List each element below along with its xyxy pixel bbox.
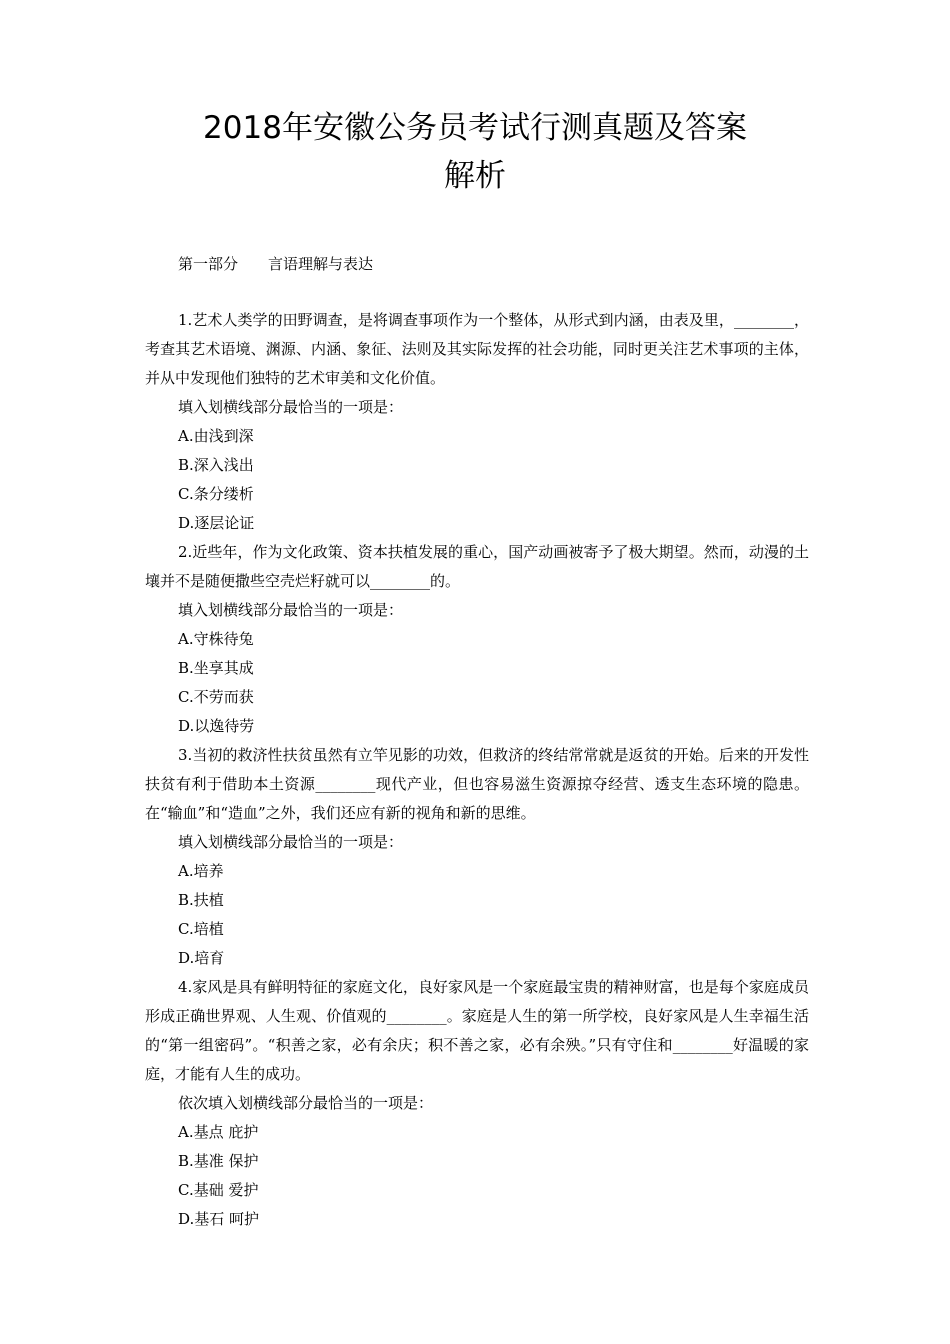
question-2-option-d: D.以逸待劳 [178,717,255,735]
question-3-option-b: B.扶植 [178,891,224,909]
question-1-option-b: B.深入浅出 [178,456,254,474]
question-3-option-c: C.培植 [178,920,224,938]
question-3-stem: 3.当初的救济性扶贫虽然有立竿见影的功效，但救济的终结常常就是返贫的开始。后来的开发性扶贫有利于借助本土资源________现代产业，但也容易滋生资源掠夺经营、透支生态环境的隐患。在“输血”和“造血”之外，我们还应有新的视角和新的思维。 [145,746,809,822]
question-4-option-d: D.基石 呵护 [178,1210,260,1228]
question-2-option-a: A.守株待兔 [178,630,254,648]
section-heading: 第一部分 言语理解与表达 [178,255,374,273]
question-1-prompt: 填入划横线部分最恰当的一项是： [178,398,404,416]
question-3-option-a: A.培养 [178,862,224,880]
document-title-continued: 解析 [444,158,506,194]
question-list [145,306,809,1234]
question-1-option-c: C.条分缕析 [178,485,254,503]
question-1-stem: 1.艺术人类学的田野调查，是将调查事项作为一个整体，从形式到内涵，由表及里，________，考查其艺术语境、渊源、内涵、象征、法则及其实际发挥的社会功能，同时更关注艺术事项的主体，并从中发现他们独特的艺术审美和文化价值。 [145,311,809,387]
question-1-option-a: A.由浅到深 [178,427,254,445]
question-2-option-c: C.不劳而获 [178,688,254,706]
question-3-prompt: 填入划横线部分最恰当的一项是： [178,833,404,851]
question-2-option-b: B.坐享其成 [178,659,254,677]
question-4-prompt: 依次填入划横线部分最恰当的一项是： [178,1094,434,1112]
question-3-option-d: D.培育 [178,949,225,967]
question-2-stem: 2.近些年，作为文化政策、资本扶植发展的重心，国产动画被寄予了极大期望。然而，动漫的土壤并不是随便撒些空壳烂籽就可以________的。 [145,543,809,590]
question-1-option-d: D.逐层论证 [178,514,255,532]
question-4-option-c: C.基础 爱护 [178,1181,259,1199]
question-2-prompt: 填入划横线部分最恰当的一项是： [178,601,404,619]
question-4-option-a: A.基点 庇护 [178,1123,259,1141]
question-4-stem: 4.家风是具有鲜明特征的家庭文化，良好家风是一个家庭最宝贵的精神财富，也是每个家庭成员形成正确世界观、人生观、价值观的________。家庭是人生的第一所学校，良好家风是人生幸福生活的“第一组密码”。“积善之家，必有余庆；积不善之家，必有余殃。”只有守住和________好温暖的家庭，才能有人生的成功。 [145,978,809,1083]
question-4-option-b: B.基准 保护 [178,1152,259,1170]
document-title: 2018年安徽公务员考试行测真题及答案 [203,110,747,146]
